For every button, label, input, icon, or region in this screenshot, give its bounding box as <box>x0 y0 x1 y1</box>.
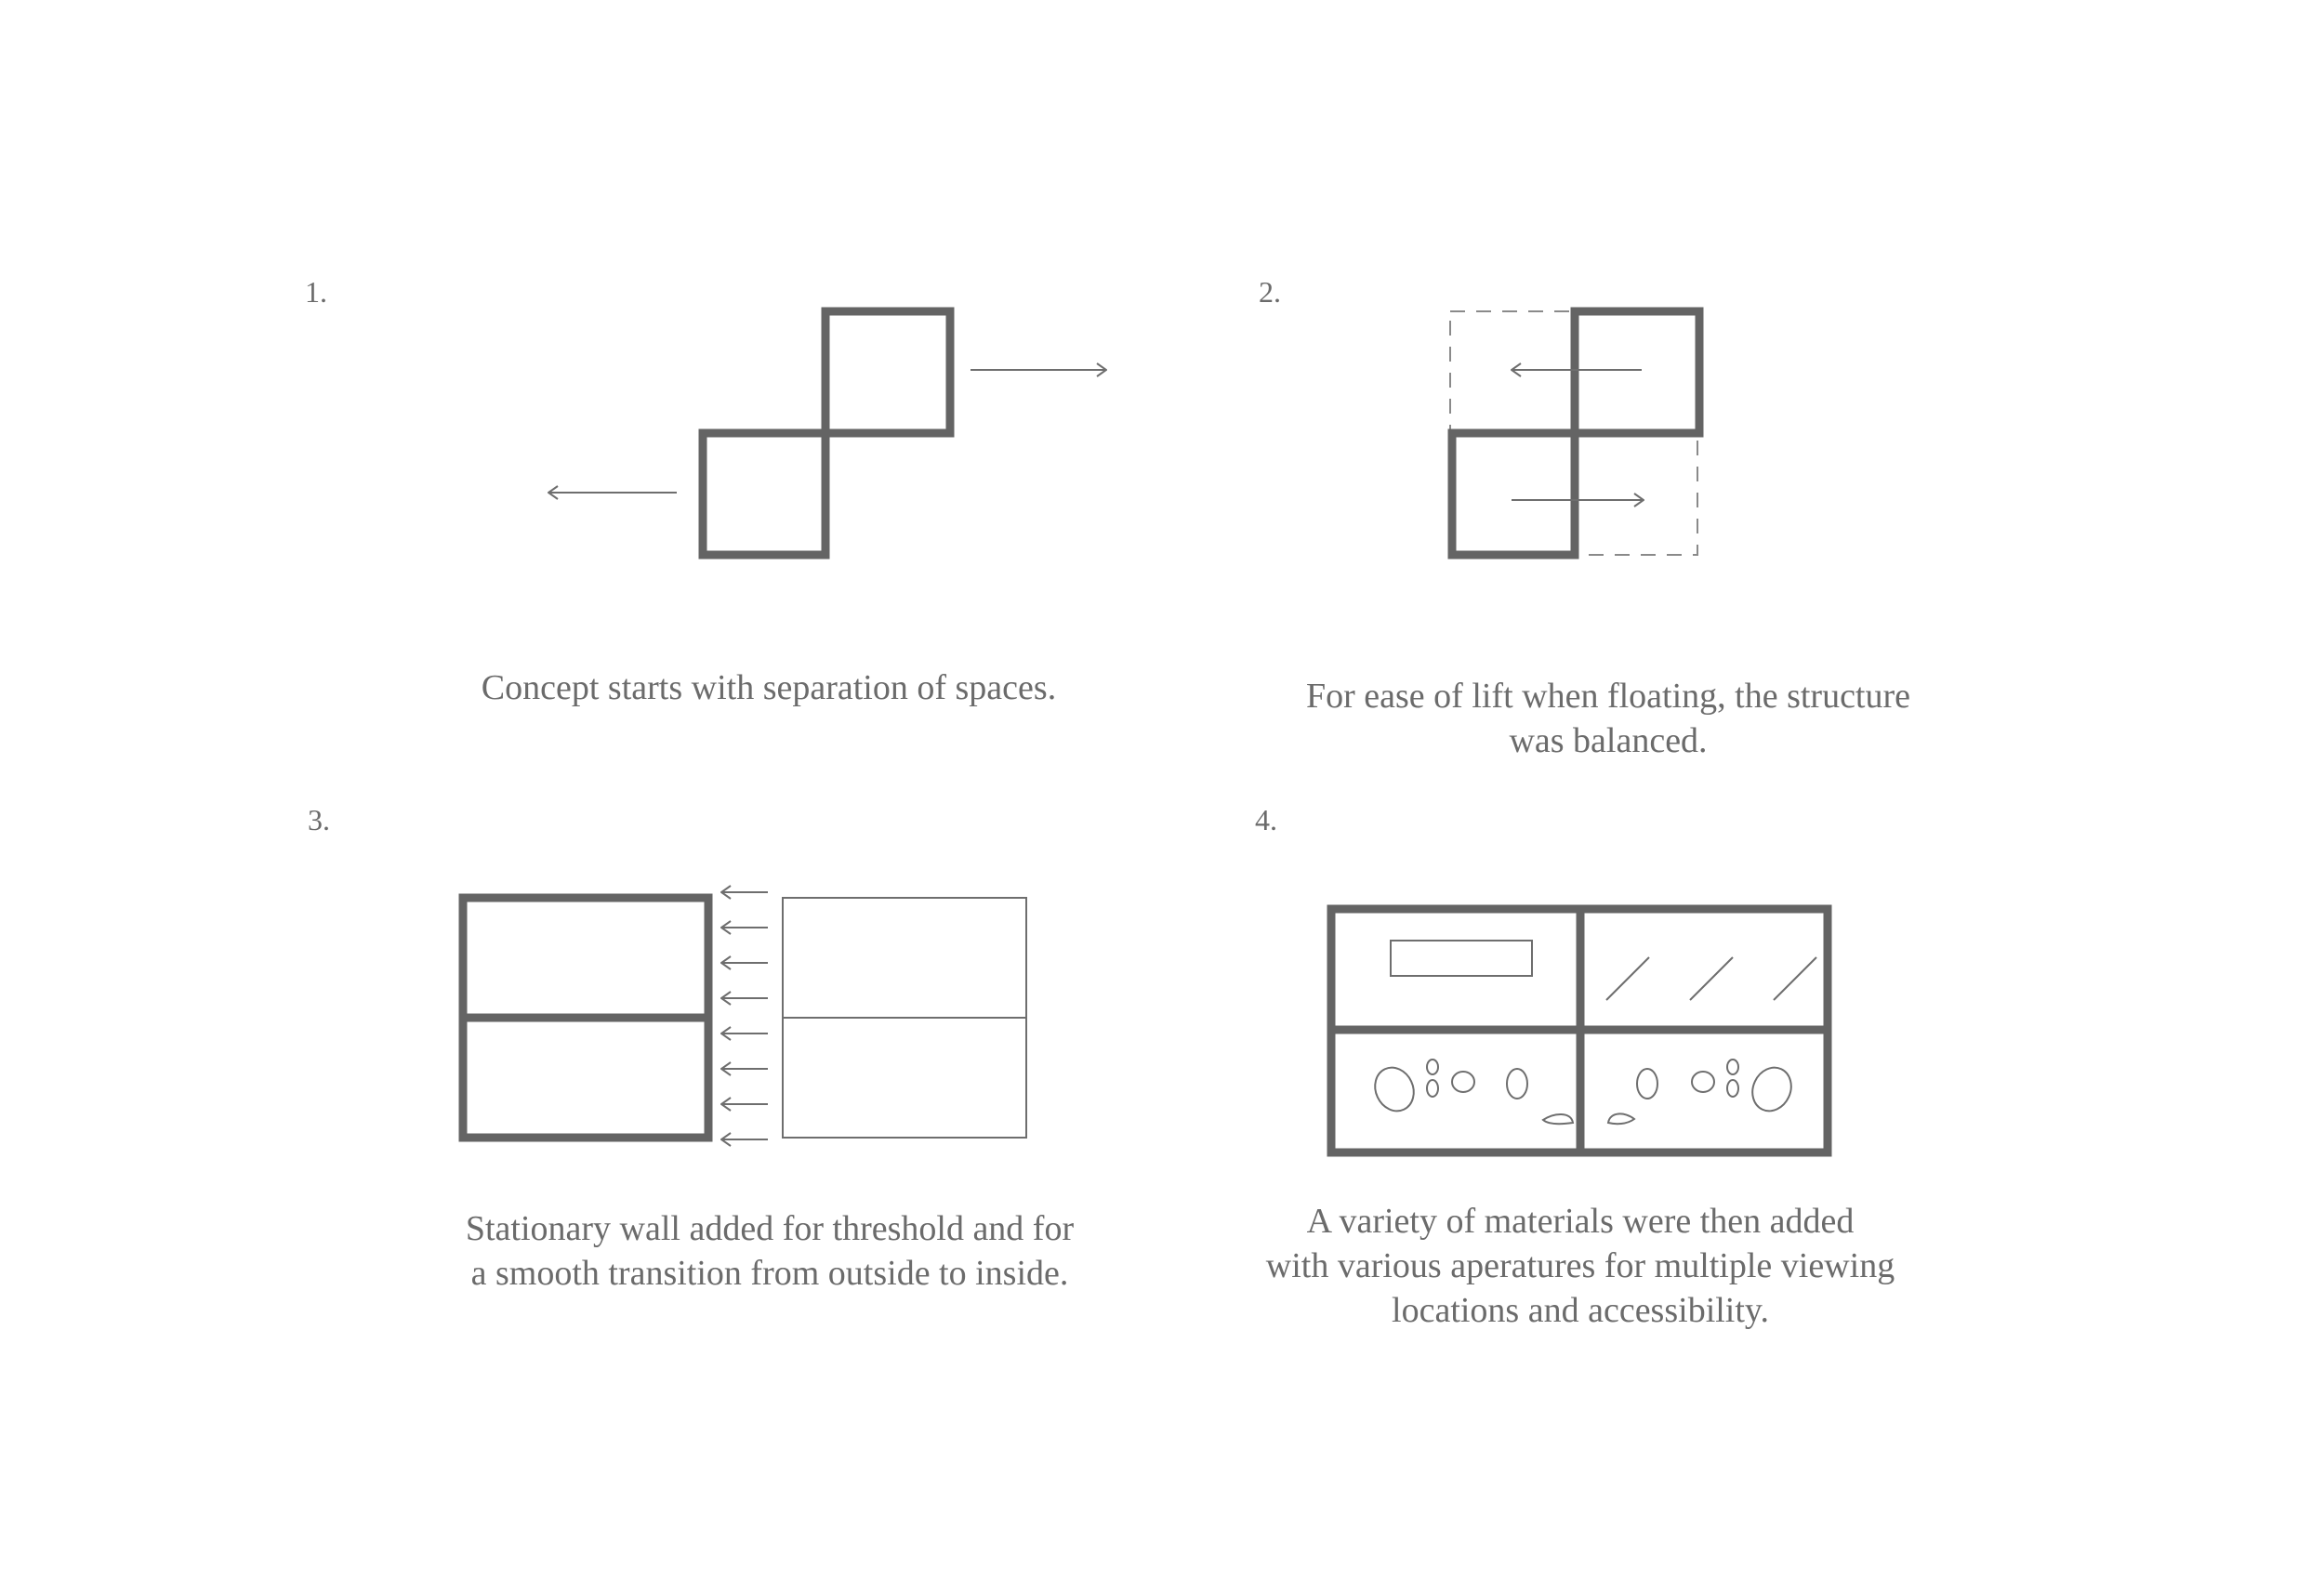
panel-4-stone-texture-right <box>1608 1060 1798 1124</box>
caption-line: with various aperatures for multiple viewing <box>1265 1246 1895 1285</box>
glass-hatch-line <box>1606 957 1649 1000</box>
panel-2-upper-square <box>1575 311 1699 433</box>
step-number-3: 3. <box>308 803 330 836</box>
panel-4-window-aperture <box>1391 941 1532 976</box>
caption-line: locations and accessibility. <box>1392 1291 1769 1330</box>
stone-shape <box>1427 1060 1438 1074</box>
caption-panel-1 <box>443 665 1094 710</box>
step-number-4: 4. <box>1255 803 1277 836</box>
stone-shape <box>1637 1069 1657 1099</box>
panel-4-stone-texture-left <box>1368 1060 1573 1124</box>
stone-shape <box>1452 1072 1474 1092</box>
droplet-shape <box>1608 1113 1634 1124</box>
panel-1-diagram <box>548 311 1106 555</box>
caption-line: A variety of materials were then added <box>1306 1202 1855 1241</box>
panel-3-diagram <box>463 892 1026 1139</box>
caption-panel-4 <box>1208 1199 1952 1333</box>
step-number-2: 2. <box>1259 275 1281 309</box>
panel-1-lower-square <box>703 433 825 555</box>
stone-shape <box>1727 1060 1738 1074</box>
caption-line: was balanced. <box>1509 721 1708 760</box>
stone-shape <box>1427 1080 1438 1097</box>
stone-shape <box>1368 1061 1421 1117</box>
panel-4-glass-hatch <box>1606 957 1816 1000</box>
droplet-shape <box>1543 1114 1573 1124</box>
panel-3-threshold-arrows <box>721 892 768 1139</box>
caption-panel-3 <box>407 1206 1132 1296</box>
stone-shape <box>1507 1069 1527 1099</box>
caption-line: For ease of lift when floating, the structure <box>1305 677 1911 716</box>
caption-line: a smooth transition from outside to inside. <box>470 1254 1069 1293</box>
glass-hatch-line <box>1690 957 1733 1000</box>
step-number-1: 1. <box>305 275 327 309</box>
panel-2-ghost-lower-square <box>1575 433 1697 555</box>
caption-panel-2 <box>1246 674 1971 763</box>
stone-shape <box>1746 1061 1799 1117</box>
panel-4-diagram <box>1331 909 1828 1152</box>
caption-line: Concept starts with separation of spaces. <box>481 668 1057 707</box>
glass-hatch-line <box>1774 957 1816 1000</box>
panel-1-upper-square <box>825 311 950 433</box>
panel-2-lower-square <box>1452 433 1575 555</box>
panel-2-diagram <box>1450 311 1699 555</box>
stone-shape <box>1692 1072 1714 1092</box>
panel-2-ghost-upper-square <box>1450 311 1575 433</box>
caption-line: Stationary wall added for threshold and for <box>465 1209 1075 1248</box>
stone-shape <box>1727 1080 1738 1097</box>
